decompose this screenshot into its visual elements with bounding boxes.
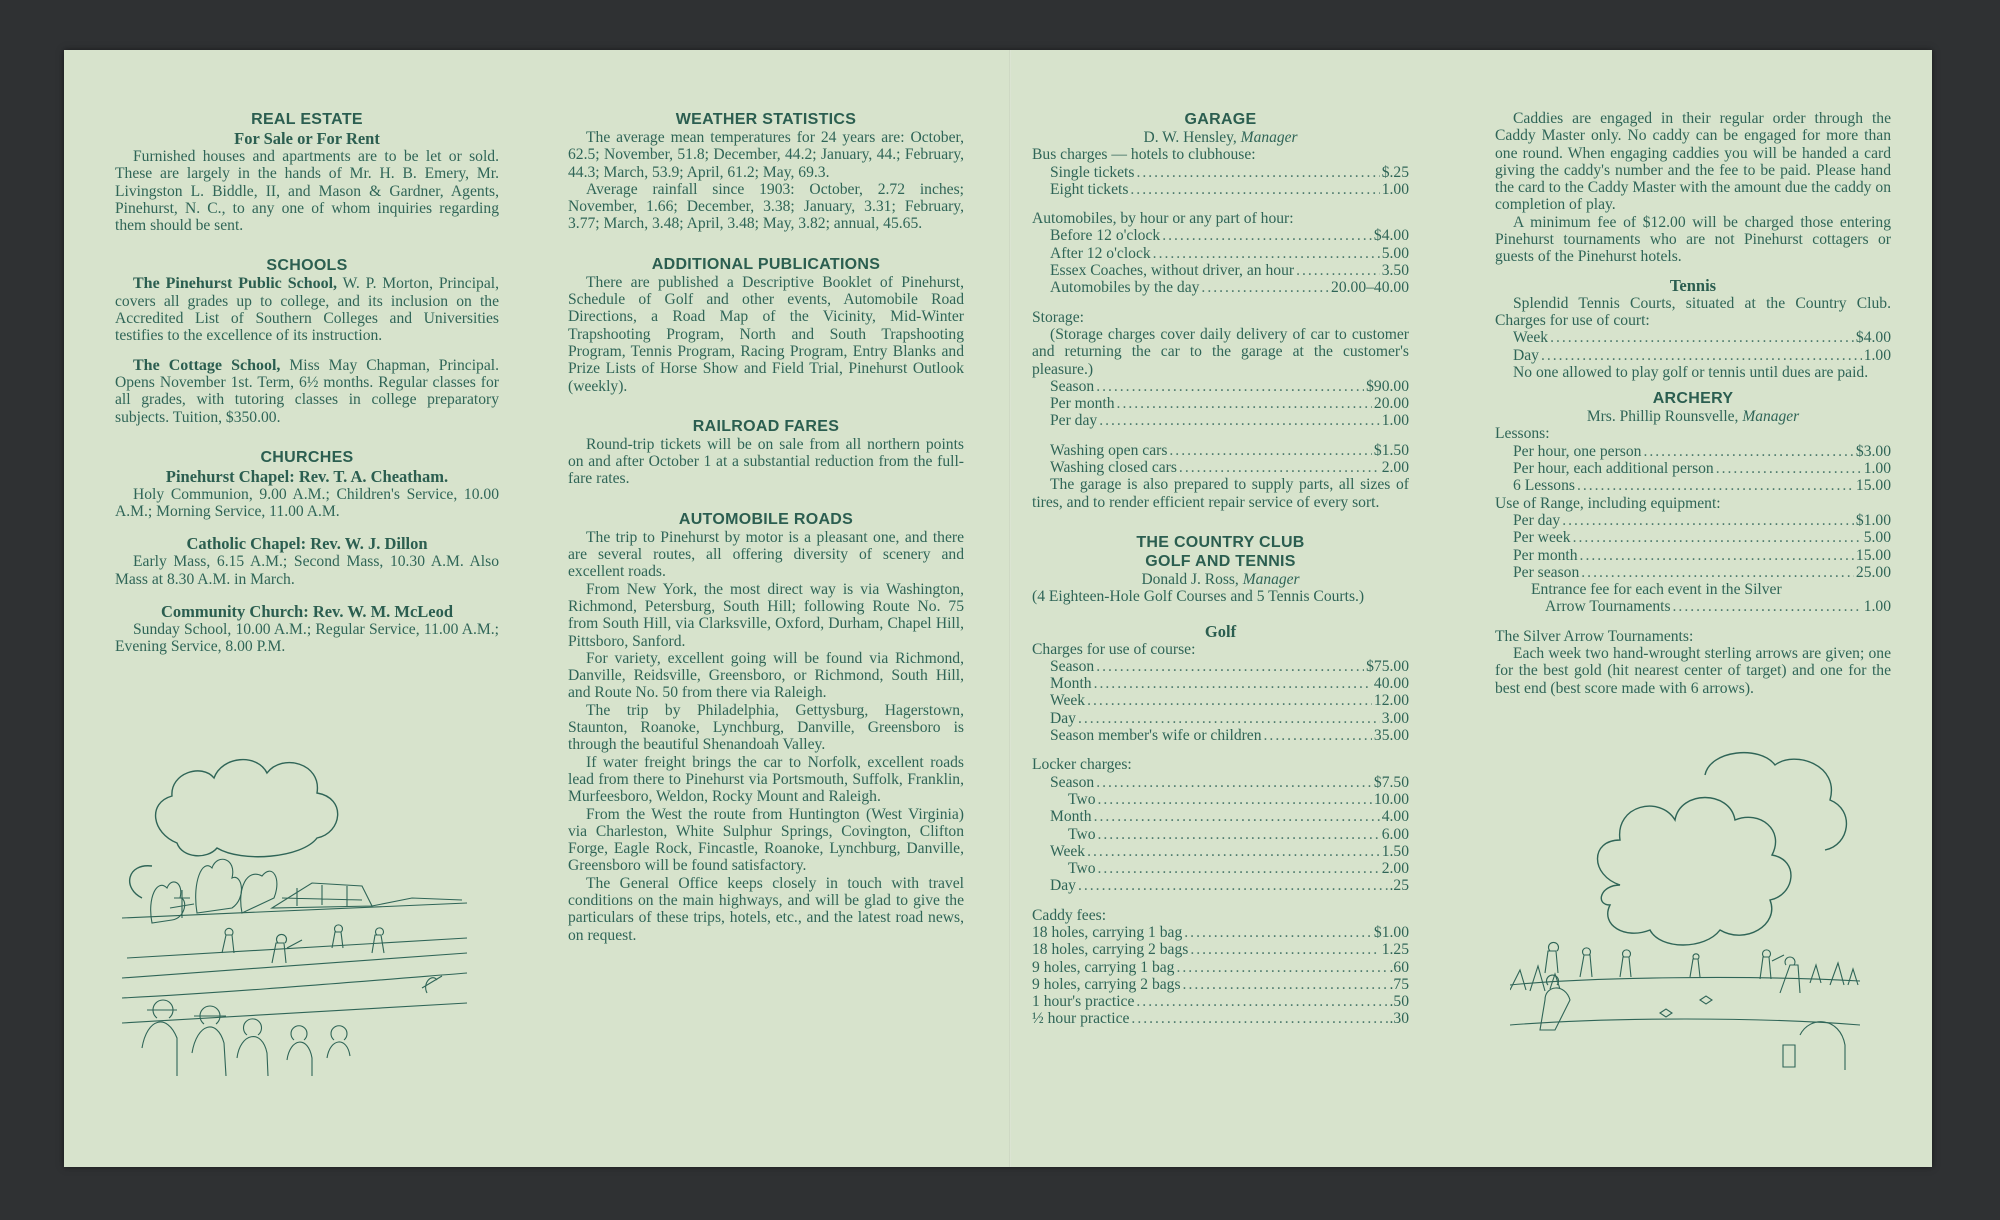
roads-p6: From the West the route from Huntington (West Virginia) via Charleston, White Sulphur Springs, Covington, Clifton Forge, Eagle Rock, Fincastle, Roanoke, Lynchburg, Danville, Greensboro will be found satisfactory. bbox=[568, 805, 964, 875]
locker-charges-label: Locker charges: bbox=[1032, 756, 1132, 774]
rate-value: 2.00 bbox=[1381, 459, 1409, 477]
rate-row bbox=[1495, 529, 1891, 546]
column-3 bbox=[1032, 110, 1409, 1028]
rate-value: 12.00 bbox=[1373, 692, 1409, 710]
lessons-list bbox=[1495, 443, 1891, 495]
rate-row bbox=[1032, 412, 1409, 429]
rate-label: Eight tickets bbox=[1050, 180, 1129, 198]
leader-dots bbox=[1581, 564, 1854, 581]
rate-value: $.25 bbox=[1381, 163, 1409, 181]
rate-label: Per month bbox=[1513, 546, 1578, 564]
rate-value: 1.00 bbox=[1863, 346, 1891, 364]
rate-value: 5.00 bbox=[1863, 529, 1891, 547]
rate-value: $75.00 bbox=[1366, 657, 1409, 675]
tennis-section bbox=[1495, 276, 1891, 381]
rate-row bbox=[1495, 347, 1891, 364]
rate-row bbox=[1032, 877, 1409, 894]
rate-label: Per hour, each additional person bbox=[1513, 460, 1714, 478]
club-note: (4 Eighteen-Hole Golf Courses and 5 Tennis Courts.) bbox=[1032, 588, 1365, 606]
rate-label: Season bbox=[1050, 657, 1095, 675]
rate-label: Essex Coaches, without driver, an hour bbox=[1050, 262, 1295, 280]
rate-label: Day bbox=[1050, 877, 1076, 895]
leader-dots bbox=[1094, 808, 1380, 825]
rate-value: $1.00 bbox=[1855, 511, 1891, 529]
lessons-label: Lessons: bbox=[1495, 425, 1550, 443]
rate-label: Automobiles by the day bbox=[1050, 279, 1200, 297]
community-title: Community Church: Rev. W. M. McLeod bbox=[160, 602, 454, 622]
column-1 bbox=[115, 110, 499, 656]
leader-dots bbox=[1094, 675, 1372, 692]
rate-row bbox=[1032, 279, 1409, 296]
rate-row bbox=[1032, 181, 1409, 198]
rate-row bbox=[1032, 959, 1409, 976]
rate-label: 18 holes, carrying 1 bag bbox=[1032, 923, 1183, 941]
rate-row bbox=[1032, 774, 1409, 791]
rate-label: Week bbox=[1050, 842, 1086, 860]
rate-label: Per day bbox=[1050, 412, 1098, 430]
rate-row bbox=[1032, 993, 1409, 1010]
rate-label: Per day bbox=[1513, 511, 1561, 529]
leader-dots bbox=[1162, 227, 1372, 244]
rate-value: $3.00 bbox=[1855, 442, 1891, 460]
golf-tennis-heading: GOLF AND TENNIS bbox=[1145, 552, 1296, 570]
column-2 bbox=[568, 110, 964, 944]
leader-dots bbox=[1562, 512, 1854, 529]
rate-label: Washing open cars bbox=[1050, 441, 1168, 459]
public-school-text: The Pinehurst Public School, W. P. Morton, Principal, covers all grades up to college, and its inclusion on the Accredited List of Southern Colleges and Universities testifies to the excellence of its instruction. bbox=[115, 275, 500, 345]
garage-manager: D. W. Hensley, Manager bbox=[1143, 129, 1298, 146]
rate-label: Two bbox=[1068, 825, 1096, 843]
leader-dots bbox=[1541, 347, 1862, 364]
leader-dots bbox=[1296, 262, 1380, 279]
tennis-note: No one allowed to play golf or tennis until dues are paid. bbox=[1513, 363, 1869, 381]
rate-value: $4.00 bbox=[1373, 227, 1409, 245]
minimum-fee-text: A minimum fee of $12.00 will be charged those entering Pinehurst tournaments who are not Pinehurst cottagers or guests of the Pinehurst hotels. bbox=[1495, 213, 1891, 266]
leader-dots bbox=[1136, 164, 1379, 181]
rate-row bbox=[1032, 658, 1409, 675]
leader-dots bbox=[1117, 395, 1372, 412]
leader-dots bbox=[1131, 1010, 1387, 1027]
rate-label: ½ hour practice bbox=[1032, 1010, 1130, 1028]
rate-value: $1.50 bbox=[1373, 441, 1409, 459]
entrance-fee-line1: Entrance fee for each event in the Silver bbox=[1531, 581, 1782, 599]
archery-heading: ARCHERY bbox=[1652, 390, 1734, 408]
rate-row bbox=[1032, 262, 1409, 279]
golf-section bbox=[1032, 622, 1409, 1028]
rate-label: Season member's wife or children bbox=[1050, 727, 1262, 745]
leader-dots bbox=[1098, 860, 1380, 877]
leader-dots bbox=[1098, 826, 1380, 843]
leader-dots bbox=[1136, 993, 1387, 1010]
rate-value: 5.00 bbox=[1381, 244, 1409, 262]
rate-value: 25.00 bbox=[1855, 563, 1891, 581]
rate-value: .75 bbox=[1389, 975, 1409, 993]
club-manager: Donald J. Ross, Manager bbox=[1141, 570, 1300, 588]
rate-row bbox=[1495, 512, 1891, 529]
silver-arrow-label: The Silver Arrow Tournaments: bbox=[1495, 627, 1694, 645]
catholic-text: Early Mass, 6.15 A.M.; Second Mass, 10.30 A.M. Also Mass at 8.30 A.M. in March. bbox=[115, 553, 499, 588]
weather-rainfall: Average rainfall since 1903: October, 2.72 inches; November, 1.66; December, 3.38; January, 3.31; February, 3.77; March, 3.48; April, 3.48; May, 3.82; annual, 45.65. bbox=[568, 180, 964, 233]
roads-p5: If water freight brings the car to Norfolk, excellent roads lead from there to Pinehurst via Portsmouth, Suffolk, Franklin, Murfeesboro, Weldon, Rocky Mount and Raleigh. bbox=[568, 753, 964, 806]
leader-dots bbox=[1078, 877, 1388, 894]
publications-text: There are published a Descriptive Booklet of Pinehurst, Schedule of Golf and other events, Automobile Road Directions, a Road Map of the Vicinity, Mid-Winter Trapshooting Program, North and South Trapshooting Program, Tennis Program, Racing Program, Entry Blanks and Prize Lists of Horse Show and Field Trial, Pinehurst Outlook (weekly). bbox=[568, 273, 964, 395]
rate-label: Month bbox=[1050, 675, 1092, 693]
rate-label: After 12 o'clock bbox=[1050, 244, 1151, 262]
rate-value: 2.00 bbox=[1381, 860, 1409, 878]
rate-row bbox=[1032, 860, 1409, 877]
leader-dots bbox=[1573, 529, 1862, 546]
rate-label: Day bbox=[1050, 709, 1076, 727]
garage-heading: GARAGE bbox=[1184, 111, 1257, 128]
leader-dots bbox=[1096, 378, 1364, 395]
rate-value: 35.00 bbox=[1373, 727, 1409, 745]
column-4 bbox=[1495, 110, 1891, 697]
rate-value: 6.00 bbox=[1381, 825, 1409, 843]
rate-value: $7.50 bbox=[1373, 773, 1409, 791]
railroad-heading: RAILROAD FARES bbox=[692, 417, 840, 435]
weather-heading: WEATHER STATISTICS bbox=[675, 111, 857, 128]
leader-dots bbox=[1183, 976, 1388, 993]
leader-dots bbox=[1550, 329, 1854, 346]
leader-dots bbox=[1099, 412, 1380, 429]
roads-p3: For variety, excellent going will be found via Richmond, Danville, Reidsville, Greensboro, or Richmond, South Hill, and Route No. 50 from there via Raleigh. bbox=[568, 649, 964, 702]
course-charges-list bbox=[1032, 658, 1409, 744]
auto-charges-label: Automobiles, by hour or any part of hour: bbox=[1032, 210, 1294, 228]
country-club-heading: THE COUNTRY CLUB bbox=[1136, 533, 1305, 551]
rate-row bbox=[1032, 675, 1409, 692]
tennis-text: Splendid Tennis Courts, situated at the Country Club. Charges for use of court: bbox=[1495, 294, 1891, 329]
range-label: Use of Range, including equipment: bbox=[1495, 494, 1721, 512]
rate-row bbox=[1032, 791, 1409, 808]
caddy-fees-list bbox=[1032, 924, 1409, 1028]
rate-label: Week bbox=[1513, 329, 1549, 347]
leader-dots bbox=[1087, 692, 1372, 709]
rate-row bbox=[1032, 378, 1409, 395]
auto-charges-list bbox=[1032, 227, 1409, 296]
roads-p1: The trip to Pinehurst by motor is a pleasant one, and there are several routes, all offering diversity of scenery and excellent roads. bbox=[568, 528, 964, 581]
railroad-text: Round-trip tickets will be on sale from all northern points on and after October 1 at a substantial reduction from the full-fare rates. bbox=[568, 435, 964, 488]
rate-row bbox=[1032, 245, 1409, 262]
center-fold bbox=[1009, 50, 1011, 1167]
rate-row bbox=[1495, 329, 1891, 346]
rate-value: 15.00 bbox=[1855, 477, 1891, 495]
rate-value: .30 bbox=[1389, 1010, 1409, 1028]
rate-value: 4.00 bbox=[1381, 808, 1409, 826]
rate-row bbox=[1032, 1010, 1409, 1027]
rate-row bbox=[1032, 727, 1409, 744]
silver-arrow-text: Each week two hand-wrought sterling arrows are given; one for the best gold (hit nearest center of target) and one for the best end (best score made with 6 arrows). bbox=[1495, 645, 1891, 697]
rate-label: 9 holes, carrying 2 bags bbox=[1032, 975, 1181, 993]
rate-row bbox=[1032, 227, 1409, 244]
rate-value: 3.00 bbox=[1381, 709, 1409, 727]
rate-label: Day bbox=[1513, 346, 1539, 364]
leader-dots bbox=[1096, 658, 1364, 675]
rate-value: $90.00 bbox=[1366, 377, 1409, 395]
rate-row bbox=[1032, 395, 1409, 412]
rate-value: 20.00–40.00 bbox=[1331, 279, 1409, 297]
rate-row bbox=[1032, 808, 1409, 825]
real-estate-subheading: For Sale or For Rent bbox=[234, 129, 380, 148]
roads-heading: AUTOMOBILE ROADS bbox=[678, 510, 854, 528]
rate-label: Week bbox=[1050, 692, 1086, 710]
rate-row bbox=[1032, 710, 1409, 727]
rate-value: $1.00 bbox=[1373, 923, 1409, 941]
leader-dots bbox=[1130, 181, 1379, 198]
roads-p7: The General Office keeps closely in touch with travel conditions on the main highways, and will be glad to give the particulars of these trips, hotels, etc., and the latest road news, on request. bbox=[568, 874, 964, 944]
bus-charges-label: Bus charges — hotels to clubhouse: bbox=[1032, 146, 1256, 164]
golf-heading: Golf bbox=[1204, 621, 1237, 641]
bus-charges-list bbox=[1032, 164, 1409, 199]
rate-row bbox=[1495, 460, 1891, 477]
real-estate-heading: REAL ESTATE bbox=[251, 111, 363, 128]
country-club-section bbox=[1032, 533, 1409, 606]
weather-temps: The average mean temperatures for 24 years are: October, 62.5; November, 51.8; December, 44.2; January, 44.; February, 44.3; March, 53.9; April, 61.2; May, 69.3. bbox=[568, 129, 964, 181]
leader-dots bbox=[1577, 477, 1854, 494]
leader-dots bbox=[1098, 791, 1372, 808]
rate-value: 15.00 bbox=[1855, 546, 1891, 564]
garage-note: The garage is also prepared to supply parts, all sizes of tires, and to render efficient repair service of every sort. bbox=[1032, 476, 1409, 511]
tennis-heading: Tennis bbox=[1669, 275, 1717, 295]
churches-heading: CHURCHES bbox=[260, 448, 354, 466]
churches-section bbox=[115, 448, 499, 656]
leader-dots bbox=[1169, 442, 1372, 459]
rate-row bbox=[1495, 564, 1891, 581]
rate-label: Season bbox=[1050, 377, 1095, 395]
rate-value: 1.50 bbox=[1381, 842, 1409, 860]
tennis-rates-list bbox=[1495, 329, 1891, 364]
schools-section bbox=[115, 256, 499, 425]
leader-dots bbox=[1078, 710, 1380, 727]
rate-value: 1.00 bbox=[1381, 180, 1409, 198]
rate-label: Per week bbox=[1513, 529, 1571, 547]
rate-label: Two bbox=[1068, 790, 1096, 808]
rate-value: .25 bbox=[1389, 877, 1409, 895]
locker-charges-list bbox=[1032, 774, 1409, 895]
rate-label: Season bbox=[1050, 773, 1095, 791]
leader-dots bbox=[1716, 460, 1862, 477]
leader-dots bbox=[1184, 924, 1372, 941]
washing-list bbox=[1032, 442, 1409, 477]
rate-value: 1.25 bbox=[1381, 941, 1409, 959]
leader-dots bbox=[1176, 959, 1387, 976]
rate-row bbox=[1032, 692, 1409, 709]
rate-value: 3.50 bbox=[1381, 262, 1409, 280]
archery-section bbox=[1495, 389, 1891, 697]
rate-value: 1.00 bbox=[1381, 412, 1409, 430]
entrance-fee-row: Arrow Tournaments ..... 1.00 bbox=[1495, 598, 1891, 615]
leader-dots bbox=[1190, 941, 1379, 958]
storage-label: Storage: bbox=[1032, 308, 1084, 326]
rate-value: 20.00 bbox=[1373, 395, 1409, 413]
roads-section bbox=[568, 510, 964, 944]
rate-row bbox=[1032, 164, 1409, 181]
storage-list bbox=[1032, 378, 1409, 430]
rate-row bbox=[1032, 459, 1409, 476]
rate-label: Per season bbox=[1513, 563, 1580, 581]
archery-scene-illustration bbox=[1510, 745, 1860, 1075]
rate-value: .50 bbox=[1389, 993, 1409, 1011]
storage-note: (Storage charges cover daily delivery of car to customer and returning the car to the garage at the customer's pleasure.) bbox=[1032, 325, 1409, 378]
caddy-fees-label: Caddy fees: bbox=[1032, 906, 1107, 924]
rate-row bbox=[1495, 547, 1891, 564]
roads-p2: From New York, the most direct way is via Washington, Richmond, Petersburg, South Hill; following Route No. 75 from South Hill, via Clarksville, Oxford, Durham, Chapel Hill, Pittsboro, Sanford. bbox=[568, 580, 964, 650]
publications-section bbox=[568, 255, 964, 395]
rate-value: 1.00 bbox=[1863, 460, 1891, 478]
leader-dots bbox=[1096, 774, 1372, 791]
chapel-text: Holy Communion, 9.00 A.M.; Children's Service, 10.00 A.M.; Morning Service, 11.00 A.M. bbox=[115, 485, 499, 521]
rate-label: 6 Lessons bbox=[1513, 477, 1575, 495]
rate-label: Two bbox=[1068, 860, 1096, 878]
rate-label: Month bbox=[1050, 808, 1092, 826]
schools-heading: SCHOOLS bbox=[266, 257, 348, 275]
leader-dots bbox=[1087, 843, 1380, 860]
community-text: Sunday School, 10.00 A.M.; Regular Service, 11.00 A.M.; Evening Service, 8.00 P.M. bbox=[115, 621, 499, 656]
public-school-name: The Pinehurst Public School, bbox=[133, 275, 338, 293]
rate-row bbox=[1032, 442, 1409, 459]
caddies-text: Caddies are engaged in their regular order through the Caddy Master only. No caddy can be engaged for more than one round. When engaging caddies you will be handed a card giving the caddy's number and the fee to be paid. Please hand the card to the Caddy Master with the amount due the caddy on completion of play. bbox=[1495, 110, 1891, 214]
rate-label: Washing closed cars bbox=[1050, 459, 1177, 477]
real-estate-text: Furnished houses and apartments are to be let or sold. These are largely in the hands of Mr. H. B. Emery, Mr. Livingston L. Biddle, II, and Mason & Gardner, Agents, Pinehurst, N. C., to any one of whom inquiries regarding them should be sent. bbox=[115, 148, 499, 235]
leader-dots bbox=[1153, 245, 1380, 262]
rate-row bbox=[1495, 443, 1891, 460]
rate-label: Per hour, one person bbox=[1513, 442, 1642, 460]
railroad-section bbox=[568, 417, 964, 488]
rate-label: Before 12 o'clock bbox=[1050, 227, 1161, 245]
publications-heading: ADDITIONAL PUBLICATIONS bbox=[651, 255, 881, 273]
range-list bbox=[1495, 512, 1891, 581]
leader-dots bbox=[1264, 727, 1372, 744]
rate-row bbox=[1032, 826, 1409, 843]
archery-manager: Mrs. Phillip Rounsvelle, Manager bbox=[1586, 408, 1800, 426]
catholic-title: Catholic Chapel: Rev. W. J. Dillon bbox=[186, 534, 428, 554]
rate-value: $4.00 bbox=[1855, 329, 1891, 347]
rate-row bbox=[1032, 843, 1409, 860]
leader-dots bbox=[1580, 547, 1854, 564]
golf-scene-illustration bbox=[122, 748, 467, 1076]
cottage-school-name: The Cottage School, bbox=[133, 356, 281, 374]
rate-label: 18 holes, carrying 2 bags bbox=[1032, 941, 1189, 959]
rate-label: 9 holes, carrying 1 bag bbox=[1032, 958, 1175, 976]
rate-value: 10.00 bbox=[1373, 790, 1409, 808]
rate-row bbox=[1495, 477, 1891, 494]
rate-label: Single tickets bbox=[1050, 163, 1135, 181]
leader-dots bbox=[1643, 443, 1853, 460]
course-charges-label: Charges for use of course: bbox=[1032, 640, 1196, 658]
chapel-title: Pinehurst Chapel: Rev. T. A. Cheatham. bbox=[165, 466, 449, 486]
rate-row bbox=[1032, 976, 1409, 993]
rate-value: 40.00 bbox=[1373, 675, 1409, 693]
leader-dots bbox=[1179, 459, 1380, 476]
roads-p4: The trip by Philadelphia, Gettysburg, Hagerstown, Staunton, Roanoke, Lynchburg, Danville, Greensboro is through the beautiful Shenandoah Valley. bbox=[568, 701, 964, 754]
rate-row bbox=[1032, 941, 1409, 958]
rate-label: 1 hour's practice bbox=[1032, 993, 1135, 1011]
rate-value: .60 bbox=[1389, 958, 1409, 976]
rate-label: Per month bbox=[1050, 395, 1115, 413]
cottage-school-text: The Cottage School, Miss May Chapman, Principal. Opens November 1st. Term, 6½ months. Regular classes for all grades, with tutoring classes in college preparatory subjects. Tuition, $350.00. bbox=[115, 356, 500, 426]
rate-row bbox=[1032, 924, 1409, 941]
leader-dots bbox=[1201, 279, 1329, 296]
